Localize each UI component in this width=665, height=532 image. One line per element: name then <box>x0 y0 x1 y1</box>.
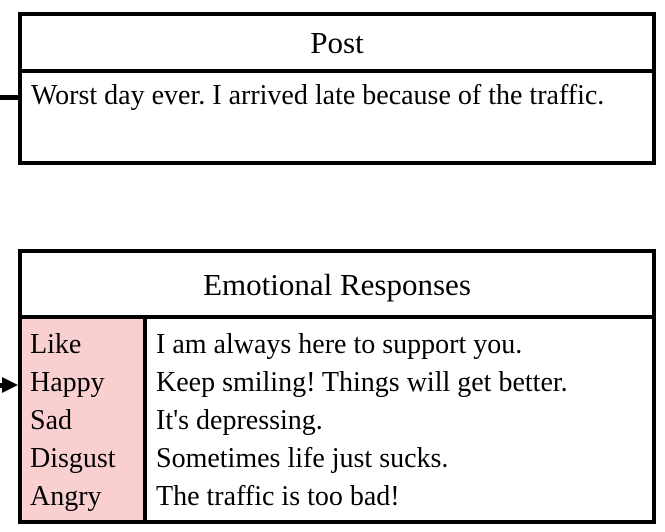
emotional-responses-box <box>18 249 656 524</box>
emotion-label: Disgust <box>30 443 116 474</box>
response-text: The traffic is too bad! <box>156 481 400 512</box>
response-text: Sometimes life just sucks. <box>156 443 449 474</box>
emotion-label: Happy <box>30 367 105 398</box>
emotion-label: Sad <box>30 405 72 436</box>
responses-table <box>22 319 652 520</box>
response-text: Keep smiling! Things will get better. <box>156 367 568 398</box>
emotion-label: Angry <box>30 481 102 512</box>
response-text-column <box>147 319 652 520</box>
emotion-label: Like <box>30 329 82 360</box>
post-box-content: Worst day ever. I arrived late because of the traffic. <box>31 80 605 111</box>
post-box-title: Post <box>22 16 652 73</box>
response-text: It's depressing. <box>156 405 323 436</box>
emotional-responses-title: Emotional Responses <box>22 253 652 319</box>
post-box <box>18 12 656 165</box>
post-connector-line <box>0 95 19 100</box>
response-text: I am always here to support you. <box>156 329 523 360</box>
emotion-label-column <box>22 319 147 520</box>
arrow-right-icon <box>2 377 18 393</box>
